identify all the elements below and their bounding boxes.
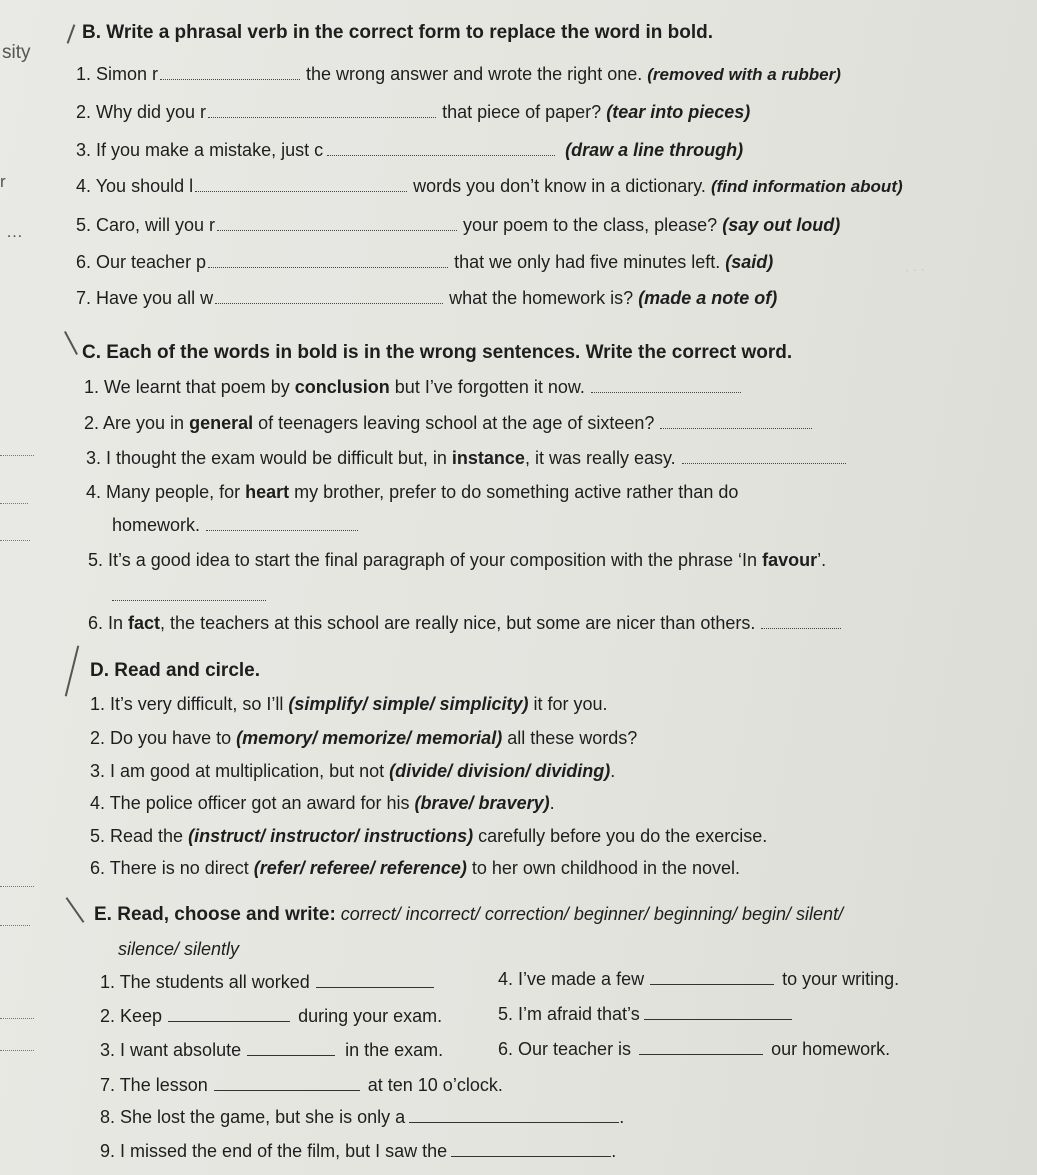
d-item-6: 6. There is no direct (refer/ referee/ reference) to her own childhood in the novel. [90,858,741,878]
c-item-4: 4. Many people, for heart my brother, prefer to do something active rather than do [86,482,739,502]
c-item-5-line [112,584,266,606]
section-c-heading: C. Each of the words in bold is in the wrong sentences. Write the correct word. [82,342,793,363]
e-item-7: 7. The lesson at ten 10 o’clock. [100,1075,503,1095]
margin-word: sity [2,42,31,63]
d-item-4: 4. The police officer got an award for his (brave/ bravery). [90,793,555,813]
e-item-2: 2. Keep during your exam. [100,1006,443,1026]
c-item-1: 1. We learnt that poem by conclusion but I’ve forgotten it now. [84,376,741,398]
e-item-5: 5. I’m afraid that’s [498,1003,792,1025]
b-item-7: 7. Have you all w what the homework is? (made a note of) [76,288,778,308]
section-b-heading: B. Write a phrasal verb in the correct form to replace the word in bold. [82,22,713,43]
e-word-list-cont: silence/ silently [118,939,240,959]
e-item-6: 6. Our teacher is our homework. [498,1039,891,1059]
c-item-2: 2. Are you in general of teenagers leaving school at the age of sixteen? [84,412,812,434]
c-item-5: 5. It’s a good idea to start the final paragraph of your composition with the phrase ‘In favour’. [88,550,827,570]
e-item-1: 1. The students all worked [100,971,434,993]
margin-letter: r [0,172,6,191]
margin-line [0,925,30,926]
b-item-3: 3. If you make a mistake, just c (draw a line through) [76,140,744,160]
e-item-9: 9. I missed the end of the film, but I saw the . [100,1141,617,1161]
section-e-heading: E. Read, choose and write: correct/ incorrect/ correction/ beginner/ beginning/ begin/ silent/ [94,904,844,925]
pencil-tick [65,646,80,697]
d-item-5: 5. Read the (instruct/ instructor/ instructions) carefully before you do the exercise. [90,826,768,846]
b-item-6: 6. Our teacher p that we only had five minutes left. (said) [76,252,774,272]
margin-line [0,455,34,456]
pencil-tick [67,24,76,43]
margin-dots: … [6,222,23,241]
b-item-1: 1. Simon r the wrong answer and wrote the right one. (removed with a rubber) [76,64,841,84]
c-item-4-cont: homework. [112,514,358,536]
margin-line [0,886,34,887]
c-item-3: 3. I thought the exam would be difficult but, in instance, it was really easy. [86,447,846,469]
b-item-5: 5. Caro, will you r your poem to the class, please? (say out loud) [76,215,841,235]
section-d-heading: D. Read and circle. [90,660,261,681]
e-item-8: 8. She lost the game, but she is only a . [100,1107,625,1127]
margin-line [0,1018,34,1019]
margin-line [0,503,28,504]
margin-line [0,1050,34,1051]
b-item-2: 2. Why did you r that piece of paper? (tear into pieces) [76,102,751,122]
pencil-tick [64,331,78,355]
d-item-2: 2. Do you have to (memory/ memorize/ memorial) all these words? [90,728,638,748]
e-item-3: 3. I want absolute in the exam. [100,1040,444,1060]
d-item-1: 1. It’s very difficult, so I’ll (simplify/ simple/ simplicity) it for you. [90,694,608,714]
pencil-tick [66,897,85,923]
e-item-4: 4. I’ve made a few to your writing. [498,969,900,989]
d-item-3: 3. I am good at multiplication, but not (divide/ division/ dividing). [90,761,616,781]
c-item-6: 6. In fact, the teachers at this school are really nice, but some are nicer than others. [88,612,841,634]
b-item-4: 4. You should l words you don’t know in a dictionary. (find information about) [76,176,903,196]
margin-line [0,540,30,541]
